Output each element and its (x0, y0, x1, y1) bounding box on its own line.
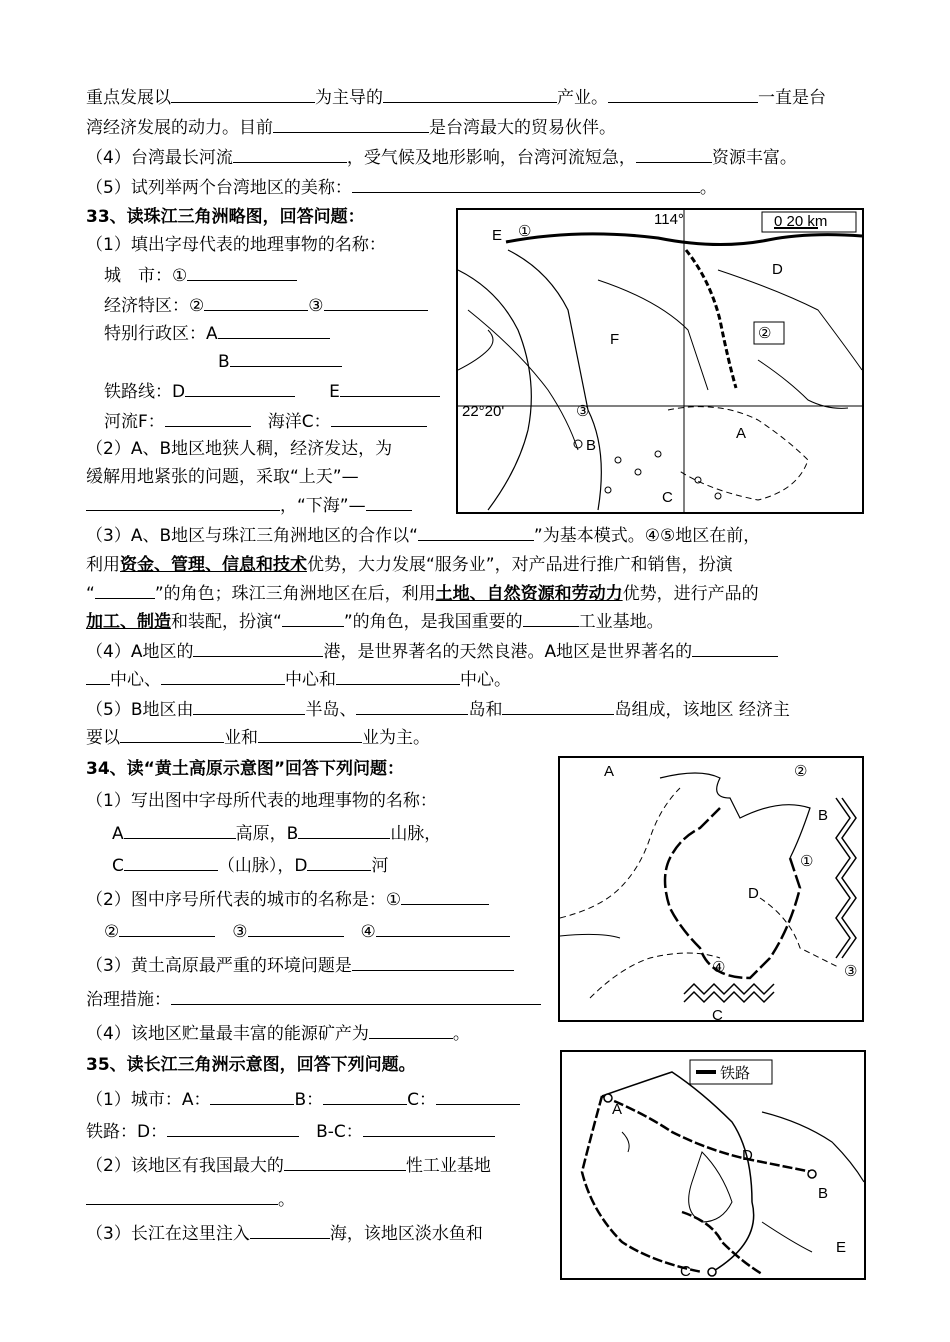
blank[interactable] (210, 1088, 294, 1105)
text: 城 市：① (104, 266, 188, 286)
blank[interactable] (418, 524, 534, 541)
q35-rail (86, 1120, 495, 1143)
blank[interactable] (187, 264, 297, 281)
blank[interactable] (331, 410, 427, 427)
text: 湾经济发展的动力。目前 (86, 118, 273, 138)
blank[interactable] (273, 116, 429, 133)
blank[interactable] (502, 698, 614, 715)
loess-plateau-map (558, 756, 864, 1022)
q34-p2 (86, 888, 489, 911)
blank[interactable] (284, 1154, 406, 1171)
map-label-2: ② (794, 763, 808, 780)
q33-econ (104, 294, 428, 317)
q35-title: 35、读长江三角洲示意图，回答下列问题。 (86, 1055, 416, 1075)
map-label-d: D (742, 1147, 753, 1164)
longitude-label: 114° (654, 211, 684, 228)
scale-bar-label: 0 20 km (774, 213, 828, 230)
q35-p1 (86, 1088, 520, 1111)
q33-p2c (86, 494, 412, 517)
blank[interactable] (352, 954, 514, 971)
text: 为主导的 (315, 88, 383, 108)
blank[interactable] (171, 988, 541, 1005)
map-label-4: ④ (712, 959, 726, 976)
text: 高原，B (235, 824, 299, 844)
text: 岛组成，该地区 经济主 (614, 700, 790, 720)
q33-p2a: （2）A、B地区地狭人稠，经济发达，为 (86, 439, 393, 459)
blank[interactable] (383, 86, 557, 103)
blank[interactable] (161, 668, 285, 685)
blank[interactable] (366, 494, 412, 511)
q33-sarB (218, 350, 342, 373)
blank[interactable] (95, 582, 155, 599)
blank[interactable] (523, 610, 579, 627)
map-label-1: ① (518, 223, 532, 240)
q34-p4 (86, 1022, 470, 1045)
blank[interactable] (218, 322, 330, 339)
blank[interactable] (86, 1188, 278, 1205)
text: ”的角色；珠江三角洲地区在后，利用 (154, 584, 436, 604)
blank[interactable] (363, 1120, 495, 1137)
text: 优势，进行产品的 (622, 584, 759, 604)
latitude-label: 22°20' (462, 403, 505, 420)
map-label-a: A (612, 1101, 623, 1118)
blank[interactable] (282, 610, 344, 627)
text: 优势，大力发展“服务业”，对产品进行推广和销售，扮演 (307, 555, 733, 575)
pearl-river-delta-map (456, 208, 864, 514)
blank[interactable] (185, 380, 295, 397)
blank[interactable] (119, 920, 215, 937)
map-label-b: B (586, 437, 597, 454)
blank[interactable] (204, 294, 308, 311)
text: 土地、自然资源和劳动力 (435, 584, 623, 604)
map-label-f: F (610, 331, 620, 348)
text: 要以 (86, 728, 120, 748)
text: 中心。 (460, 670, 511, 690)
map-label-1: ① (800, 853, 814, 870)
blank[interactable] (376, 920, 510, 937)
text: 半岛、 (305, 700, 357, 720)
q33-river (104, 410, 427, 433)
text: 岛和 (468, 700, 503, 720)
text: C： (407, 1090, 436, 1110)
text: （1）城市：A： (86, 1090, 211, 1110)
text: B (218, 352, 230, 372)
map-label-c: C (662, 489, 673, 506)
q33-p3-line1 (86, 524, 760, 547)
q35-p2c (86, 1188, 295, 1211)
blank[interactable] (436, 1088, 520, 1105)
text: 河 (371, 856, 389, 876)
blank[interactable] (171, 86, 315, 103)
text: 。 (452, 1024, 470, 1044)
text: 和装配，扮演“ (171, 612, 282, 632)
text: 性工业基地 (405, 1156, 491, 1176)
map-drawing (458, 210, 862, 512)
legend-railway-label: 铁路 (720, 1065, 751, 1082)
q33-p3-line4 (86, 610, 664, 633)
q35-p2 (86, 1154, 491, 1177)
blank[interactable] (401, 888, 489, 905)
text: 治理措施： (86, 990, 171, 1010)
q33-p3-line3 (86, 582, 759, 605)
text: 铁路线：D (104, 382, 186, 402)
q33-sar (104, 322, 330, 345)
blank[interactable] (258, 726, 362, 743)
map-label-3: ③ (844, 963, 858, 980)
q33-rail (104, 380, 440, 403)
text: （5）试列举两个台湾地区的美称： (86, 178, 352, 198)
q34-a (112, 822, 441, 845)
blank[interactable] (608, 86, 758, 103)
blank[interactable] (340, 380, 440, 397)
text: 加工、制造 (86, 612, 171, 632)
map-label-c: C (712, 1007, 723, 1020)
text: ② (104, 922, 120, 942)
text: 特别行政区：A (104, 324, 218, 344)
text: 资源丰富。 (711, 148, 797, 168)
q33-p4-line1 (86, 640, 778, 663)
blank[interactable] (307, 854, 371, 871)
q33-p1: （1）填出字母代表的地理事物的名称： (86, 235, 386, 255)
text: “ (86, 584, 95, 604)
line-4 (86, 176, 717, 199)
blank[interactable] (167, 1120, 299, 1137)
blank[interactable] (165, 410, 251, 427)
text: 一直是台 (758, 88, 826, 108)
q34-p3 (86, 954, 514, 977)
blank[interactable] (193, 698, 305, 715)
text: 业和 (224, 728, 258, 748)
q34-title: 34、读“黄土高原示意图”回答下列问题： (86, 759, 405, 779)
text: 山脉， (390, 824, 442, 844)
blank[interactable] (193, 640, 323, 657)
line-1 (86, 86, 826, 109)
map-label-d: D (772, 261, 783, 278)
blank[interactable] (230, 350, 342, 367)
text: 工业基地。 (578, 612, 664, 632)
q34-c (112, 854, 388, 877)
blank[interactable] (248, 920, 344, 937)
blank[interactable] (124, 854, 218, 871)
text: （5）B地区由 (86, 700, 194, 720)
q34-p1: （1）写出图中字母所代表的地理事物的名称： (86, 791, 437, 811)
text: 利用 (86, 555, 120, 575)
q33-p3-line2 (86, 554, 733, 576)
blank[interactable] (120, 726, 224, 743)
text: （3）A、B地区与珠江三角洲地区的合作以“ (86, 526, 418, 546)
text: 重点发展以 (86, 88, 171, 108)
text: 海洋C： (267, 412, 331, 432)
text: （4）该地区贮量最丰富的能源矿产为 (86, 1024, 369, 1044)
text: ”的角色，是我国重要的 (343, 612, 523, 632)
q34-p3b (86, 988, 541, 1011)
q33-p5-line1 (86, 698, 790, 721)
blank[interactable] (298, 822, 390, 839)
map-drawing (562, 1052, 864, 1278)
text: A (112, 824, 124, 844)
line-2 (86, 116, 616, 139)
blank[interactable] (86, 494, 280, 511)
blank[interactable] (323, 1088, 407, 1105)
blank[interactable] (86, 668, 110, 685)
text: 产业。 (557, 88, 608, 108)
text: 资金、管理、信息和技术 (120, 555, 307, 575)
text: 。 (699, 178, 717, 198)
q33-p2b: 缓解用地紧张的问题，采取“上天”— (86, 467, 359, 487)
text: 海，该地区淡水鱼和 (329, 1224, 483, 1244)
map-label-b: B (818, 807, 829, 824)
text: （3）黄土高原最严重的环境问题是 (86, 956, 352, 976)
text: ③ (308, 296, 324, 316)
yangtze-delta-map (560, 1050, 866, 1280)
blank[interactable] (692, 640, 778, 657)
text: 中心、 (110, 670, 161, 690)
text: 河流F： (104, 412, 165, 432)
text: 是台湾最大的贸易伙伴。 (429, 118, 616, 138)
map-label-b: B (818, 1185, 829, 1202)
map-label-c: C (680, 1263, 691, 1278)
q33-title: 33、读珠江三角洲略图，回答问题： (86, 207, 365, 227)
q33-city (104, 264, 297, 287)
q33-p4-line2 (86, 668, 511, 691)
text: B： (294, 1090, 324, 1110)
map-label-d: D (748, 885, 759, 902)
blank[interactable] (352, 176, 700, 193)
text: 经济特区：② (104, 296, 205, 316)
text: E (329, 382, 340, 402)
text: C (112, 856, 124, 876)
text: （4）台湾最长河流 (86, 148, 233, 168)
text: B-C： (316, 1122, 363, 1142)
map-label-a: A (604, 763, 615, 780)
text: 。 (278, 1190, 295, 1210)
map-drawing (560, 758, 862, 1020)
text: （2）图中序号所代表的城市的名称是：① (86, 890, 402, 910)
map-label-e: E (492, 227, 503, 244)
text: （4）A地区的 (86, 642, 194, 662)
q34-p2b (104, 920, 510, 943)
text: 中心和 (285, 670, 336, 690)
map-label-2: ② (758, 325, 772, 342)
blank[interactable] (250, 1222, 330, 1239)
text: ，受气候及地形影响，台湾河流短急， (346, 148, 636, 168)
text: （3）长江在这里注入 (86, 1224, 250, 1244)
blank[interactable] (636, 146, 712, 163)
blank[interactable] (336, 668, 460, 685)
blank[interactable] (324, 294, 428, 311)
text: （2）该地区有我国最大的 (86, 1156, 284, 1176)
text: 铁路：D： (86, 1122, 168, 1142)
text: ④ (360, 922, 376, 942)
map-label-a: A (736, 425, 747, 442)
map-label-e: E (836, 1239, 847, 1256)
blank[interactable] (233, 146, 347, 163)
line-3 (86, 146, 797, 169)
blank[interactable] (356, 698, 468, 715)
map-label-3: ③ (576, 403, 590, 420)
blank[interactable] (369, 1022, 453, 1039)
text: ，“下海”— (280, 496, 366, 516)
text: ”为基本模式。④⑤地区在前， (533, 526, 761, 546)
text: ③ (232, 922, 248, 942)
text: （山脉），D (217, 856, 308, 876)
text: 港，是世界著名的天然良港。A地区是世界著名的 (323, 642, 693, 662)
q35-p3 (86, 1222, 483, 1245)
text: 业为主。 (362, 728, 430, 748)
blank[interactable] (124, 822, 236, 839)
q33-p5-line2 (86, 726, 430, 749)
